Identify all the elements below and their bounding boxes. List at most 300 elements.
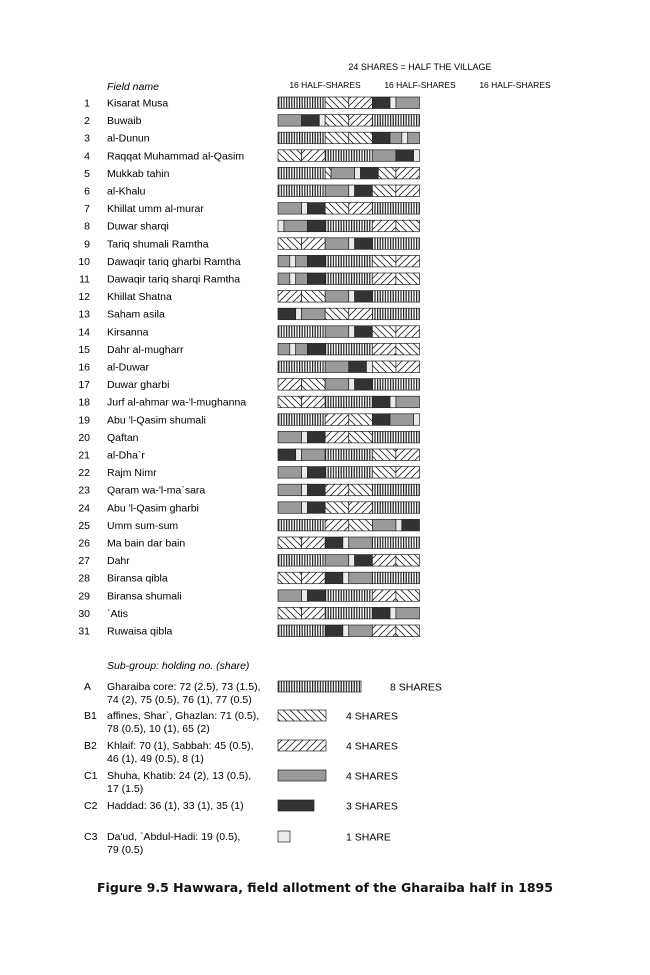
allotment-segment-a bbox=[278, 97, 325, 109]
allotment-segment-b1 bbox=[396, 220, 420, 232]
allotment-segment-c2 bbox=[355, 185, 373, 197]
allotment-segment-c3 bbox=[296, 449, 302, 461]
field-row bbox=[84, 238, 419, 251]
field-row bbox=[84, 167, 419, 180]
legend-code: B1 bbox=[84, 710, 97, 722]
allotment-segment-b2 bbox=[396, 326, 420, 338]
field-name: Rajm Nimr bbox=[107, 467, 157, 480]
field-number: 20 bbox=[78, 431, 90, 444]
field-number: 29 bbox=[78, 590, 90, 603]
allotment-segment-a bbox=[278, 132, 325, 144]
allotment-segment-b1 bbox=[325, 132, 349, 144]
allotment-segment-c2 bbox=[278, 308, 296, 320]
allotment-segment-c3 bbox=[390, 97, 396, 109]
field-number: 3 bbox=[84, 132, 90, 145]
allotment-segment-a bbox=[372, 572, 419, 584]
field-number: 21 bbox=[78, 449, 90, 462]
field-row bbox=[78, 449, 419, 462]
allotment-segment-b1 bbox=[325, 203, 349, 215]
legend-description: Khlaif: 70 (1), Sabbah: 45 (0.5), bbox=[107, 740, 254, 752]
allotment-segment-c3 bbox=[349, 379, 355, 391]
allotment-segment-b1 bbox=[278, 572, 302, 584]
field-row bbox=[78, 255, 419, 268]
field-name: Biransa shumali bbox=[107, 590, 182, 603]
field-row bbox=[78, 555, 419, 568]
field-number: 7 bbox=[84, 203, 90, 216]
field-row bbox=[78, 396, 419, 409]
allotment-segment-c2 bbox=[355, 379, 373, 391]
allotment-segment-c3 bbox=[414, 150, 420, 162]
figure-caption: Figure 9.5 Hawwara, field allotment of the Gharaiba half in 1895 bbox=[97, 880, 553, 895]
allotment-segment-c1 bbox=[302, 308, 326, 320]
allotment-segment-b1 bbox=[278, 150, 302, 162]
field-row bbox=[84, 132, 419, 145]
allotment-segment-c3 bbox=[396, 519, 402, 531]
field-number: 26 bbox=[78, 537, 90, 550]
allotment-segment-c3 bbox=[366, 361, 372, 373]
field-name: Abu 'l-Qasim gharbi bbox=[107, 502, 199, 515]
field-row bbox=[78, 431, 419, 444]
allotment-segment-c2 bbox=[361, 167, 379, 179]
allotment-segment-c1 bbox=[372, 519, 396, 531]
field-number: 25 bbox=[78, 519, 90, 532]
legend-swatch-c3 bbox=[278, 831, 290, 842]
field-number: 11 bbox=[79, 273, 90, 286]
allotment-segment-b1 bbox=[325, 97, 349, 109]
allotment-segment-c2 bbox=[396, 150, 414, 162]
allotment-segment-c1 bbox=[325, 379, 349, 391]
field-name: Ma bain dar bain bbox=[107, 537, 186, 550]
allotment-segment-a bbox=[372, 308, 419, 320]
legend-item bbox=[84, 740, 398, 765]
allotment-segment-c1 bbox=[278, 343, 290, 355]
field-row bbox=[84, 150, 419, 163]
field-name: al-Khalu bbox=[107, 185, 146, 198]
legend-item bbox=[84, 681, 442, 706]
allotment-segment-c2 bbox=[349, 361, 367, 373]
field-rows bbox=[78, 97, 419, 638]
field-row bbox=[84, 203, 419, 216]
allotment-segment-c1 bbox=[278, 273, 290, 285]
allotment-segment-c2 bbox=[355, 555, 373, 567]
allotment-segment-b2 bbox=[302, 572, 326, 584]
allotment-segment-b1 bbox=[372, 449, 396, 461]
field-name: Dahr al-mugharr bbox=[107, 343, 184, 356]
field-name: `Atis bbox=[107, 607, 128, 620]
field-name: Khillat umm al-murar bbox=[107, 203, 204, 216]
allotment-segment-a bbox=[372, 484, 419, 496]
legend-code: A bbox=[84, 681, 92, 693]
column-label-2: 16 HALF-SHARES bbox=[384, 80, 456, 90]
field-name: Ruwaisa qibla bbox=[107, 625, 173, 638]
allotment-segment-c3 bbox=[343, 625, 349, 637]
field-name: Tariq shumali Ramtha bbox=[107, 238, 209, 251]
legend-item bbox=[84, 831, 391, 856]
field-name: Saham asila bbox=[107, 308, 165, 321]
allotment-segment-c2 bbox=[307, 273, 325, 285]
field-row bbox=[78, 326, 419, 339]
allotment-segment-b2 bbox=[372, 273, 396, 285]
allotment-segment-c3 bbox=[302, 502, 308, 514]
allotment-segment-a bbox=[325, 590, 372, 602]
allotment-segment-b2 bbox=[278, 291, 302, 303]
allotment-segment-c1 bbox=[284, 220, 308, 232]
allotment-segment-c3 bbox=[349, 326, 355, 338]
allotment-segment-a bbox=[372, 537, 419, 549]
field-number: 1 bbox=[84, 97, 90, 110]
field-row bbox=[78, 484, 419, 497]
allotment-segment-c3 bbox=[349, 291, 355, 303]
allotment-segment-c3 bbox=[390, 607, 396, 619]
field-name: Umm sum-sum bbox=[107, 519, 179, 532]
allotment-segment-c1 bbox=[325, 555, 349, 567]
allotment-segment-c3 bbox=[290, 273, 296, 285]
allotment-segment-b1 bbox=[372, 255, 396, 267]
allotment-segment-a bbox=[372, 379, 419, 391]
allotment-segment-c1 bbox=[396, 97, 420, 109]
field-row bbox=[78, 414, 419, 427]
allotment-segment-a bbox=[325, 255, 372, 267]
allotment-segment-c1 bbox=[408, 132, 420, 144]
allotment-segment-b2 bbox=[349, 97, 373, 109]
field-number: 31 bbox=[78, 625, 90, 638]
field-name: Biransa qibla bbox=[107, 572, 168, 585]
field-row bbox=[78, 590, 419, 603]
allotment-segment-b2 bbox=[302, 607, 326, 619]
field-row bbox=[79, 273, 419, 286]
allotment-segment-c1 bbox=[296, 255, 308, 267]
field-row bbox=[78, 607, 419, 620]
allotment-segment-b1 bbox=[372, 361, 396, 373]
legend-description: 46 (1), 49 (0.5), 8 (1) bbox=[107, 753, 204, 765]
allotment-segment-b2 bbox=[325, 519, 349, 531]
field-row bbox=[78, 308, 419, 321]
allotment-segment-c1 bbox=[390, 414, 414, 426]
allotment-segment-c3 bbox=[349, 185, 355, 197]
allotment-segment-c2 bbox=[307, 431, 325, 443]
allotment-segment-c1 bbox=[390, 132, 402, 144]
allotment-segment-b2 bbox=[372, 220, 396, 232]
legend-description: 74 (2), 75 (0.5), 76 (1), 77 (0.5) bbox=[107, 694, 252, 706]
allotment-segment-c1 bbox=[396, 396, 420, 408]
allotment-segment-c2 bbox=[307, 220, 325, 232]
legend-swatch-b1 bbox=[278, 710, 326, 721]
allotment-segment-c1 bbox=[296, 343, 308, 355]
allotment-segment-b1 bbox=[278, 396, 302, 408]
legend-description: Shuha, Khatib: 24 (2), 13 (0.5), bbox=[107, 770, 252, 782]
allotment-segment-b1 bbox=[349, 431, 373, 443]
allotment-segment-b1 bbox=[278, 238, 302, 250]
field-row bbox=[78, 572, 419, 585]
allotment-segment-c3 bbox=[343, 537, 349, 549]
legend-code: C1 bbox=[84, 770, 98, 782]
allotment-segment-b2 bbox=[325, 431, 349, 443]
allotment-segment-a bbox=[325, 607, 372, 619]
allotment-segment-c3 bbox=[302, 590, 308, 602]
allotment-segment-b2 bbox=[349, 502, 373, 514]
field-row bbox=[84, 115, 419, 128]
allotment-segment-c1 bbox=[278, 484, 302, 496]
allotment-segment-b2 bbox=[349, 203, 373, 215]
allotment-segment-c1 bbox=[349, 625, 373, 637]
allotment-segment-b2 bbox=[372, 555, 396, 567]
allotment-segment-c1 bbox=[278, 431, 302, 443]
allotment-segment-a bbox=[325, 273, 372, 285]
legend-swatch-c1 bbox=[278, 770, 326, 781]
field-row bbox=[84, 220, 419, 233]
allotment-segment-b1 bbox=[396, 555, 420, 567]
allotment-segment-c2 bbox=[307, 255, 325, 267]
allotment-segment-b2 bbox=[396, 467, 420, 479]
legend-swatch-a bbox=[278, 681, 361, 692]
allotment-segment-b2 bbox=[278, 379, 302, 391]
legend-item bbox=[84, 710, 398, 735]
allotment-segment-b2 bbox=[349, 115, 373, 127]
allotment-segment-c1 bbox=[325, 185, 349, 197]
allotment-segment-c3 bbox=[402, 132, 408, 144]
field-row bbox=[78, 291, 419, 304]
allotment-segment-a bbox=[278, 185, 325, 197]
allotment-segment-c3 bbox=[343, 572, 349, 584]
allotment-segment-a bbox=[325, 220, 372, 232]
allotment-segment-c2 bbox=[402, 519, 420, 531]
allotment-segment-a bbox=[372, 238, 419, 250]
legend-heading: Sub-group: holding no. (share) bbox=[107, 660, 250, 672]
allotment-segment-b2 bbox=[396, 167, 420, 179]
allotment-segment-b2 bbox=[396, 255, 420, 267]
legend-swatch-c2 bbox=[278, 800, 314, 811]
allotment-segment-c1 bbox=[349, 572, 373, 584]
field-number: 4 bbox=[84, 150, 90, 163]
legend-code: B2 bbox=[84, 740, 97, 752]
allotment-segment-c2 bbox=[325, 537, 343, 549]
field-number: 2 bbox=[84, 115, 90, 128]
allotment-segment-b1 bbox=[396, 273, 420, 285]
allotment-segment-b2 bbox=[302, 150, 326, 162]
field-number: 9 bbox=[84, 238, 90, 251]
field-name-heading: Field name bbox=[107, 81, 159, 93]
allotment-segment-c2 bbox=[372, 414, 390, 426]
legend-description: 79 (0.5) bbox=[107, 844, 144, 856]
field-number: 14 bbox=[78, 326, 90, 339]
field-row bbox=[78, 537, 419, 550]
allotment-segment-b2 bbox=[396, 361, 420, 373]
field-number: 17 bbox=[78, 379, 90, 392]
allotment-segment-c3 bbox=[290, 255, 296, 267]
allotment-segment-b1 bbox=[325, 502, 349, 514]
allotment-segment-a bbox=[325, 467, 372, 479]
legend-code: C3 bbox=[84, 831, 98, 843]
column-label-1: 16 HALF-SHARES bbox=[289, 80, 361, 90]
field-number: 27 bbox=[78, 555, 90, 568]
allotment-segment-c2 bbox=[307, 343, 325, 355]
allotment-segment-a bbox=[325, 396, 372, 408]
allotment-segment-c2 bbox=[372, 607, 390, 619]
allotment-segment-c2 bbox=[307, 467, 325, 479]
allotment-segment-b1 bbox=[349, 484, 373, 496]
allotment-segment-a bbox=[372, 203, 419, 215]
allotment-segment-a bbox=[278, 167, 325, 179]
allotment-segment-c3 bbox=[414, 414, 420, 426]
legend-item bbox=[84, 800, 398, 813]
allotment-segment-a bbox=[278, 326, 325, 338]
allotment-segment-c3 bbox=[302, 431, 308, 443]
legend-shares: 3 SHARES bbox=[346, 800, 398, 813]
allotment-segment-c1 bbox=[396, 607, 420, 619]
allotment-segment-c1 bbox=[349, 537, 373, 549]
legend-shares: 4 SHARES bbox=[346, 770, 398, 783]
allotment-segment-a bbox=[372, 502, 419, 514]
allotment-segment-b1 bbox=[372, 467, 396, 479]
field-number: 12 bbox=[78, 291, 90, 304]
allotment-segment-b2 bbox=[372, 625, 396, 637]
allotment-segment-b2 bbox=[325, 414, 349, 426]
allotment-segment-c2 bbox=[307, 484, 325, 496]
field-row bbox=[78, 361, 419, 374]
allotment-segment-c2 bbox=[355, 291, 373, 303]
field-row bbox=[78, 343, 419, 356]
allotment-segment-c2 bbox=[355, 326, 373, 338]
allotment-segment-c3 bbox=[296, 308, 302, 320]
allotment-segment-b2 bbox=[349, 308, 373, 320]
legend-shares: 8 SHARES bbox=[390, 681, 442, 694]
allotment-segment-c3 bbox=[319, 115, 325, 127]
field-number: 15 bbox=[78, 343, 90, 356]
field-row bbox=[84, 185, 419, 198]
legend-shares: 1 SHARE bbox=[346, 831, 391, 844]
allotment-segment-a bbox=[325, 449, 372, 461]
allotment-segment-a bbox=[372, 291, 419, 303]
allotment-segment-b1 bbox=[302, 291, 326, 303]
field-name: Raqqat Muhammad al-Qasim bbox=[107, 150, 245, 163]
legend-shares: 4 SHARES bbox=[346, 740, 398, 753]
allotment-segment-c3 bbox=[290, 343, 296, 355]
column-label-3: 16 HALF-SHARES bbox=[479, 80, 551, 90]
legend bbox=[84, 681, 442, 856]
allotment-segment-b1 bbox=[349, 132, 373, 144]
allotment-segment-b1 bbox=[349, 519, 373, 531]
allotment-segment-c2 bbox=[325, 572, 343, 584]
header-top-label: 24 SHARES = HALF THE VILLAGE bbox=[348, 62, 492, 72]
legend-description: Haddad: 36 (1), 33 (1), 35 (1) bbox=[107, 800, 244, 812]
allotment-segment-a bbox=[278, 625, 325, 637]
allotment-segment-c1 bbox=[325, 291, 349, 303]
field-name: Jurf al-ahmar wa-'l-mughanna bbox=[107, 396, 247, 409]
allotment-segment-b2 bbox=[396, 185, 420, 197]
field-number: 5 bbox=[84, 167, 90, 180]
allotment-segment-c1 bbox=[372, 150, 396, 162]
allotment-segment-b1 bbox=[396, 343, 420, 355]
field-row bbox=[78, 467, 419, 480]
field-number: 10 bbox=[78, 255, 90, 268]
legend-description: 78 (0.5), 10 (1), 65 (2) bbox=[107, 723, 210, 735]
allotment-segment-c1 bbox=[302, 449, 326, 461]
field-name: Duwar sharqi bbox=[107, 220, 169, 233]
field-name: Kirsanna bbox=[107, 326, 149, 339]
allotment-segment-b1 bbox=[349, 414, 373, 426]
field-number: 16 bbox=[78, 361, 90, 374]
allotment-segment-b1 bbox=[372, 185, 396, 197]
allotment-segment-c2 bbox=[278, 449, 296, 461]
allotment-segment-b1 bbox=[372, 326, 396, 338]
allotment-segment-c2 bbox=[307, 590, 325, 602]
field-number: 18 bbox=[78, 396, 90, 409]
allotment-segment-a bbox=[372, 115, 419, 127]
legend-description: 17 (1.5) bbox=[107, 783, 144, 795]
allotment-segment-c2 bbox=[372, 132, 390, 144]
allotment-segment-b1 bbox=[325, 308, 349, 320]
allotment-segment-a bbox=[372, 431, 419, 443]
allotment-segment-b1 bbox=[302, 379, 326, 391]
allotment-segment-c3 bbox=[390, 396, 396, 408]
allotment-segment-a bbox=[278, 414, 325, 426]
field-name: al-Dha`r bbox=[107, 449, 145, 462]
allotment-segment-c1 bbox=[278, 502, 302, 514]
allotment-segment-c1 bbox=[278, 590, 302, 602]
allotment-segment-b1 bbox=[278, 607, 302, 619]
field-name: Khillat Shatna bbox=[107, 291, 172, 304]
allotment-segment-c1 bbox=[278, 467, 302, 479]
legend-code: C2 bbox=[84, 800, 98, 812]
allotment-segment-b2 bbox=[302, 537, 326, 549]
field-name: Qaftan bbox=[107, 431, 139, 444]
allotment-segment-b1 bbox=[325, 115, 349, 127]
allotment-segment-b1 bbox=[378, 167, 396, 179]
allotment-segment-c2 bbox=[372, 97, 390, 109]
allotment-segment-c1 bbox=[278, 115, 302, 127]
field-number: 23 bbox=[78, 484, 90, 497]
allotment-segment-a bbox=[325, 343, 372, 355]
field-number: 28 bbox=[78, 572, 90, 585]
allotment-segment-b2 bbox=[372, 343, 396, 355]
allotment-segment-a bbox=[278, 519, 325, 531]
allotment-segment-c2 bbox=[355, 238, 373, 250]
allotment-segment-c3 bbox=[302, 484, 308, 496]
allotment-segment-c1 bbox=[331, 167, 355, 179]
field-name: Kisarat Musa bbox=[107, 97, 169, 110]
field-name: Dawaqir tariq sharqi Ramtha bbox=[107, 273, 241, 286]
allotment-segment-b2 bbox=[302, 238, 326, 250]
legend-description: Da'ud, `Abdul-Hadi: 19 (0.5), bbox=[107, 831, 241, 843]
allotment-segment-c3 bbox=[349, 555, 355, 567]
allotment-segment-c2 bbox=[372, 396, 390, 408]
field-name: al-Duwar bbox=[107, 361, 150, 374]
field-name: Mukkab tahin bbox=[107, 167, 170, 180]
allotment-segment-c1 bbox=[325, 361, 349, 373]
field-name: Buwaib bbox=[107, 115, 142, 128]
allotment-segment-c1 bbox=[296, 273, 308, 285]
field-name: Dahr bbox=[107, 555, 130, 568]
allotment-segment-c3 bbox=[278, 220, 284, 232]
allotment-segment-c2 bbox=[302, 115, 320, 127]
field-row bbox=[78, 519, 419, 532]
field-name: al-Dunun bbox=[107, 132, 150, 145]
allotment-segment-a bbox=[325, 150, 372, 162]
allotment-segment-b1 bbox=[325, 167, 331, 179]
legend-shares: 4 SHARES bbox=[346, 710, 398, 723]
allotment-segment-b2 bbox=[302, 396, 326, 408]
legend-description: Gharaiba core: 72 (2.5), 73 (1.5), bbox=[107, 681, 261, 693]
field-name: Abu 'l-Qasim shumali bbox=[107, 414, 206, 427]
field-name: Dawaqir tariq gharbi Ramtha bbox=[107, 255, 241, 268]
allotment-segment-c2 bbox=[325, 625, 343, 637]
allotment-segment-c1 bbox=[278, 255, 290, 267]
allotment-segment-b1 bbox=[396, 590, 420, 602]
allotment-segment-a bbox=[278, 361, 325, 373]
field-number: 24 bbox=[78, 502, 90, 515]
allotment-segment-b2 bbox=[372, 590, 396, 602]
field-row bbox=[84, 97, 419, 110]
